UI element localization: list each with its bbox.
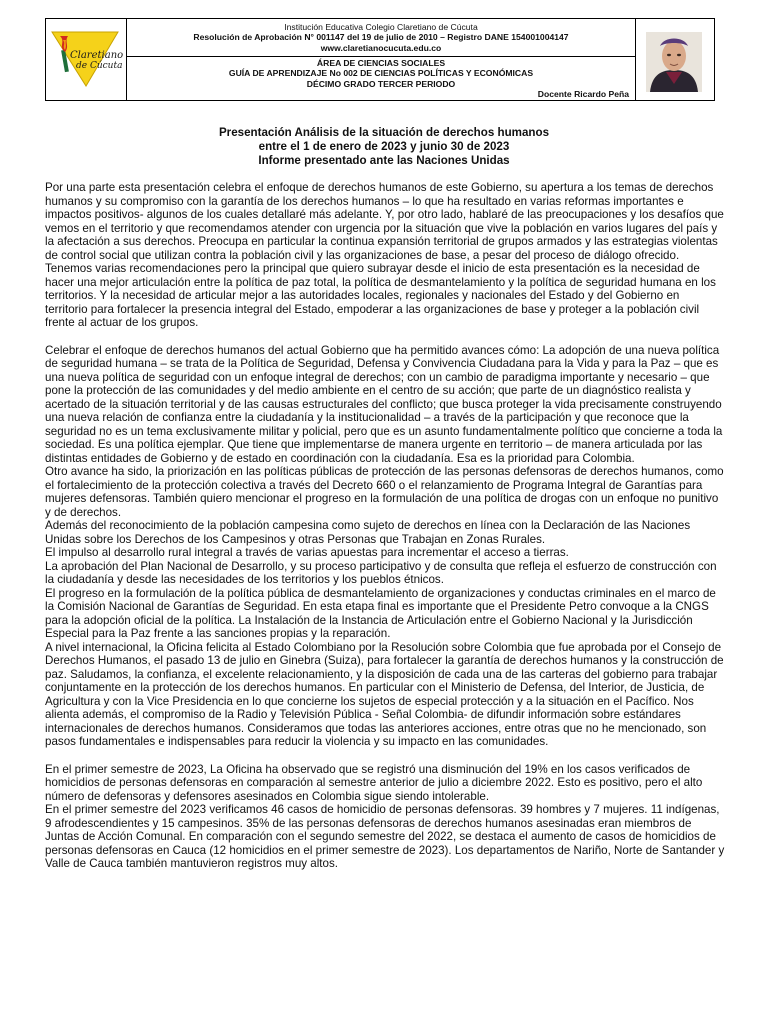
- paragraph: La aprobación del Plan Nacional de Desarrollo, y su proceso participativo y de consulta que refleja el esfuerzo de construcción con la ciudadanía y desde las necesidades de los territorios y los pueblos étnicos.: [45, 559, 717, 586]
- paragraph: El progreso en la formulación de la política pública de desmantelamiento de organizaciones y conductas criminales en el marco de la Comisión Nacional de Garantías de Seguridad. En esta etapa final es importante que el Presidente Petro convoque a la CNGS para la adopción oficial de la política. La Instalación de la Instancia de Articulación entre el Gobierno Nacional y la Jurisdicción Especial para la Paz frente a las sanciones propias y la reparación.: [45, 586, 716, 640]
- paragraph: En el primer semestre de 2023, La Oficina ha observado que se registró una disminución del 19% en los casos verificados de homicidios de personas defensoras en comparación al semestre anterior de julio a diciembre 2022. Esto es positivo, pero el alto número de defensoras y defensores asesinados en Colombia sigue siendo intolerable.: [45, 762, 703, 803]
- resolution-text: Resolución de Aprobación N° 001147 del 19 de julio de 2010 – Registro DANE 154001004147: [193, 32, 569, 43]
- document-body: [45, 181, 725, 871]
- area-info: [127, 57, 636, 101]
- area-name: ÁREA DE CIENCIAS SOCIALES: [316, 57, 446, 68]
- paragraph: El impulso al desarrollo rural integral a través de varias apuestas para incrementar el acceso a tierras.: [45, 546, 569, 559]
- website-text: www.claretianocucuta.edu.co: [320, 42, 442, 53]
- paragraph: Además del reconocimiento de la población campesina como sujeto de derechos en línea con la Declaración de las Naciones Unidas sobre los Derechos de los Campesinos y otras Personas que Trabajan en Zonas Rurales.: [45, 519, 691, 546]
- school-logo: [46, 20, 124, 100]
- logo-text-line1: Claretiano: [70, 49, 124, 61]
- document-header: [45, 18, 715, 101]
- photo-cell: [636, 19, 715, 101]
- paragraph: En el primer semestre del 2023 verificamos 46 casos de homicidio de personas defensoras. 39 hombres y 7 mujeres. 11 indígenas, 9 afrodescendientes y 15 campesinos. 35% de las personas defensoras de derechos humanos asesinadas eran miembros de Juntas de Acción Comunal. En comparación con el segundo semestre del 2022, se destaca el aumento de casos de homicidios de personas defensoras en Cauca (12 homicidios en el primer semestre de 2023). Los departamentos de Nariño, Norte de Santander y Valle de Cauca también mantuvieron registros muy altos.: [45, 803, 725, 870]
- paragraph: Celebrar el enfoque de derechos humanos del actual Gobierno que ha permitido avances cómo: La adopción de una nueva política de seguridad humana – se trata de la Política de Seguridad, Defensa y Convivencia Ciudadana para la Vida y para la Paz – que es una nueva política de seguridad con un enfoque integral de derechos; con un cambio de paradigma importante y necesario – que pone la protección de las comunidades y del medio ambiente en el centro de su acción; que parte de un diagnóstico realista y acertado de la situación territorial y de las causas estructurales del conflicto; que busca proteger la vida precisamente construyendo una nueva relación de confianza entre la ciudadanía y la institucionalidad – a través de la participación y que reconoce que la seguridad no es un tema exclusivamente militar y policial, pero que es un asunto fundamentalmente político que concierne a toda la sociedad. Es una política ejemplar. Que tiene que implementarse de manera urgente en territorio – de manera articulada por las distintas entidades de Gobierno y de estado en coordinación con la ciudadanía. Esa es la prioridad para Colombia.: [45, 343, 723, 465]
- document-title: [0, 126, 768, 168]
- guide-name: GUÍA DE APRENDIZAJE No 002 DE CIENCIAS POLÍTICAS Y ECONÓMICAS: [228, 68, 534, 78]
- title-line1: Presentación Análisis de la situación de derechos humanos: [218, 126, 550, 139]
- title-line2: entre el 1 de enero de 2023 y junio 30 de 2023: [258, 140, 510, 153]
- institution-name: Institución Educativa Colegio Claretiano de Cúcuta: [284, 21, 478, 32]
- teacher-name: Docente Ricardo Peña: [537, 89, 629, 99]
- title-line3: Informe presentado ante las Naciones Unidas: [258, 154, 510, 167]
- grade-period: DÉCIMO GRADO TERCER PERIODO: [306, 78, 456, 89]
- paragraph: Por una parte esta presentación celebra el enfoque de derechos humanos de este Gobierno, su apertura a los temas de derechos humanos y su compromiso con la garantía de los derechos humanos – lo que ha resultado en varias reformas importantes e impactos positivos- algunos de los cuales detallaré más adelante. Y, por otro lado, hablaré de las preocupaciones y los desafíos que vemos en el territorio y que recomendamos atender con urgencia por la situación que vive la población en varios lugares del país y la afectación a sus derechos. Preocupa en particular la continua expansión territorial de grupos armados y las estrategias violentas de control social que utilizan contra la población civil y las organizaciones de base, a pesar del proceso de diálogo ofrecido. Tenemos varias recomendaciones pero la principal que quiero subrayar desde el inicio de esta presentación es la necesidad de hacer una mejor articulación entre la política de paz total, la política de desmantelamiento y la política de seguridad humana en los territorios. Y la necesidad de articular mejor a las autoridades locales, regionales y nacionales del Estado y del Gobierno en territorio para fortalecer la presencia integral del Estado, empoderar a las organizaciones de base y proteger a la población civil frente al actuar de los grupos.: [45, 181, 724, 329]
- paragraph: Otro avance ha sido, la priorización en las políticas públicas de protección de las personas defensoras de derechos humanos, como el fortalecimiento de la protección colectiva a través del Decreto 660 o el relanzamiento de Programa Integral de Garantías para mujeres defensoras. También quiero mencionar el progreso en la formulación de una política de drogas con un enfoque no punitivo y de derechos.: [45, 465, 724, 519]
- logo-cell: [46, 19, 127, 101]
- logo-text-line2: de Cúcuta: [76, 60, 123, 71]
- portrait-photo: [636, 20, 712, 100]
- institution-info: [127, 19, 636, 57]
- paragraph: A nivel internacional, la Oficina felicita al Estado Colombiano por la Resolución sobre Colombia que fue aprobada por el Consejo de Derechos Humanos, el pasado 13 de julio en Ginebra (Suiza), para fortalecer la garantía de derechos humanos y la construcción de paz. Saludamos, la confianza, el excelente relacionamiento, y la disposición de cada una de las carteras del gobierno para trabajar conjuntamente en la protección de los derechos humanos. En particular con el Ministerio de Defensa, del Interior, de Justicia, de Agricultura y con la Vice Presidencia en lo que concierne los sujetos de especial protección y a la situación en el Pacífico. Nos alienta además, el compromiso de la Radio y Televisión Pública - Señal Colombia- de difundir información sobre estándares internacionales de derechos humanos. Consideramos que todas las anteriores acciones, entre otras que no he mencionado, son pasos fundamentales e indispensables para reducir la violencia y su impacto en las comunidades.: [45, 640, 724, 748]
